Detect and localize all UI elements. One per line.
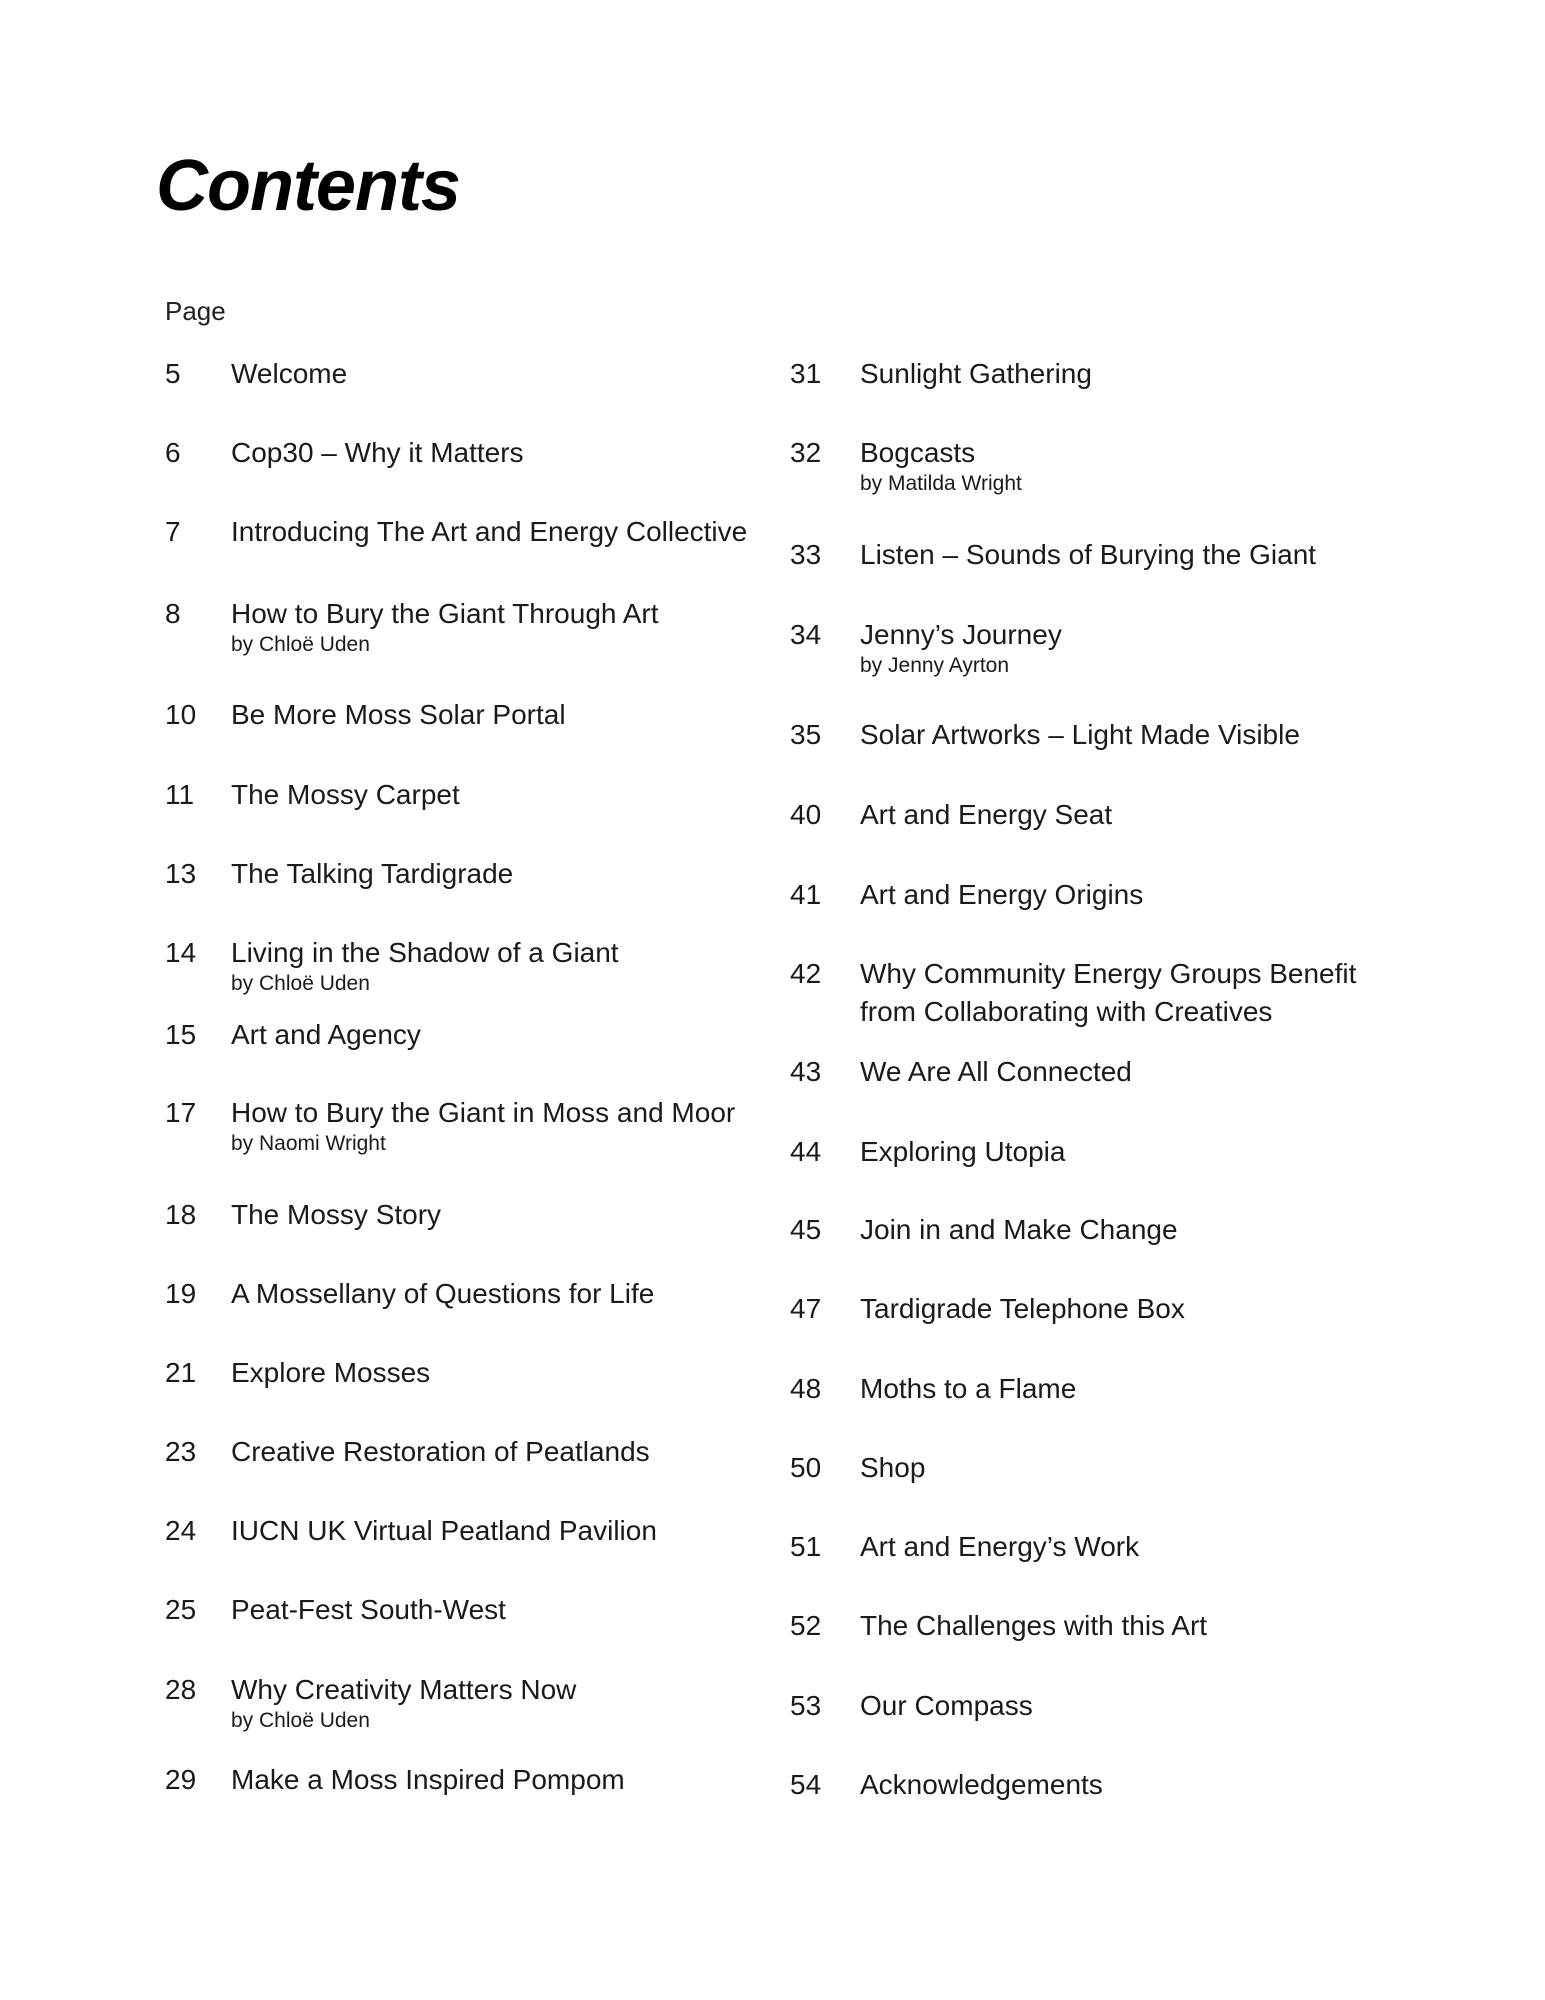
entry-page-number: 43 <box>790 1056 822 1087</box>
entry-page-number: 32 <box>790 437 822 468</box>
entry-page-number: 7 <box>165 516 181 547</box>
entry-title: Bogcasts <box>860 437 976 468</box>
entry-page-number: 6 <box>165 437 181 468</box>
entry-page-number: 10 <box>165 699 197 730</box>
entry-text <box>231 595 751 660</box>
entry-title: Shop <box>860 1452 926 1483</box>
entry-page-number: 50 <box>790 1452 822 1483</box>
entry-title: Why Community Energy Groups Benefit from Collaborating with Creatives <box>860 958 1357 1027</box>
entry-title: Make a Moss Inspired Pompom <box>231 1764 625 1795</box>
entry-text <box>860 1687 1380 1725</box>
entry-text <box>231 1591 751 1629</box>
entry-title: Our Compass <box>860 1690 1033 1721</box>
entry-title: Art and Energy’s Work <box>860 1531 1140 1562</box>
page-column-label: Page <box>165 296 226 326</box>
entry-page-number: 54 <box>790 1769 822 1800</box>
entry-title: Be More Moss Solar Portal <box>231 699 566 730</box>
entry-page-number: 52 <box>790 1610 822 1641</box>
entry-title: Creative Restoration of Peatlands <box>231 1436 650 1467</box>
entry-text <box>860 1528 1380 1566</box>
entry-page-number: 40 <box>790 799 822 830</box>
entry-text <box>860 1449 1380 1487</box>
entry-title: The Mossy Carpet <box>231 779 460 810</box>
entry-title: IUCN UK Virtual Peatland Pavilion <box>231 1515 657 1546</box>
entry-text <box>231 1512 751 1550</box>
entry-title: Acknowledgements <box>860 1769 1103 1800</box>
entry-author: by Chloë Uden <box>231 1709 370 1732</box>
entry-text <box>231 355 751 393</box>
entry-page-number: 25 <box>165 1594 197 1625</box>
entry-text <box>860 1133 1380 1171</box>
entry-page-number: 15 <box>165 1019 197 1050</box>
entry-page-number: 42 <box>790 958 822 989</box>
entry-title: Exploring Utopia <box>860 1136 1066 1167</box>
entry-text <box>860 955 1380 1031</box>
entry-text <box>860 616 1380 681</box>
entry-title: We Are All Connected <box>860 1056 1132 1087</box>
entry-title: Listen – Sounds of Burying the Giant <box>860 539 1317 570</box>
entry-text <box>231 1761 751 1799</box>
entry-text <box>860 1290 1380 1328</box>
entry-title: Peat-Fest South-West <box>231 1594 506 1625</box>
page-title: Contents <box>156 146 460 226</box>
entry-title: How to Bury the Giant in Moss and Moor <box>231 1097 736 1128</box>
entry-text <box>231 1275 751 1313</box>
entry-title: The Talking Tardigrade <box>231 858 514 889</box>
entry-text <box>860 796 1380 834</box>
entry-text <box>860 1370 1380 1408</box>
entry-page-number: 14 <box>165 937 197 968</box>
entry-text <box>860 1211 1380 1249</box>
entry-text <box>231 855 751 893</box>
entry-text <box>231 1196 751 1234</box>
entry-author: by Jenny Ayrton <box>860 654 1010 677</box>
entry-page-number: 48 <box>790 1373 822 1404</box>
entry-text <box>860 716 1380 754</box>
entry-text <box>231 1433 751 1471</box>
entry-page-number: 24 <box>165 1515 197 1546</box>
entry-page-number: 5 <box>165 358 181 389</box>
entry-text <box>231 696 751 734</box>
entry-page-number: 18 <box>165 1199 197 1230</box>
entry-title: Join in and Make Change <box>860 1214 1178 1245</box>
entry-page-number: 8 <box>165 598 181 629</box>
entry-text <box>860 1053 1380 1091</box>
entry-title: Cop30 – Why it Matters <box>231 437 524 468</box>
entry-page-number: 31 <box>790 358 822 389</box>
entry-title: Jenny’s Journey <box>860 619 1062 650</box>
entry-page-number: 21 <box>165 1357 197 1388</box>
entry-page-number: 34 <box>790 619 822 650</box>
entry-author: by Matilda Wright <box>860 472 1022 495</box>
entry-text <box>231 513 751 551</box>
entry-page-number: 19 <box>165 1278 197 1309</box>
entry-page-number: 11 <box>165 779 195 810</box>
entry-text <box>231 1354 751 1392</box>
entry-title: Art and Agency <box>231 1019 421 1050</box>
entry-title: Sunlight Gathering <box>860 358 1092 389</box>
entry-text <box>231 1016 751 1054</box>
entry-title: Solar Artworks – Light Made Visible <box>860 719 1300 750</box>
entry-text <box>860 876 1380 914</box>
entry-page-number: 13 <box>165 858 197 889</box>
entry-text <box>231 1671 751 1736</box>
entry-title: The Mossy Story <box>231 1199 442 1230</box>
entry-title: Introducing The Art and Energy Collective <box>231 516 748 547</box>
entry-title: Welcome <box>231 358 348 389</box>
entry-page-number: 23 <box>165 1436 197 1467</box>
entry-page-number: 51 <box>790 1531 822 1562</box>
entry-title: Moths to a Flame <box>860 1373 1077 1404</box>
entry-title: Art and Energy Origins <box>860 879 1144 910</box>
entry-page-number: 47 <box>790 1293 822 1324</box>
entry-author: by Chloë Uden <box>231 972 370 995</box>
entry-text <box>860 536 1380 574</box>
entry-title: Living in the Shadow of a Giant <box>231 937 619 968</box>
entry-page-number: 33 <box>790 539 822 570</box>
entry-page-number: 35 <box>790 719 822 750</box>
entry-title: Art and Energy Seat <box>860 799 1113 830</box>
entry-page-number: 44 <box>790 1136 822 1167</box>
entry-text <box>860 355 1380 393</box>
entry-title: How to Bury the Giant Through Art <box>231 598 659 629</box>
entry-title: The Challenges with this Art <box>860 1610 1208 1641</box>
entry-text <box>860 1766 1380 1804</box>
entry-page-number: 53 <box>790 1690 822 1721</box>
entry-title: Tardigrade Telephone Box <box>860 1293 1185 1324</box>
entry-title: Why Creativity Matters Now <box>231 1674 577 1705</box>
entry-title: Explore Mosses <box>231 1357 431 1388</box>
entry-text <box>231 776 751 814</box>
entry-author: by Chloë Uden <box>231 633 370 656</box>
entry-page-number: 45 <box>790 1214 822 1245</box>
entry-author: by Naomi Wright <box>231 1132 386 1155</box>
entry-text <box>860 1607 1380 1645</box>
entry-page-number: 41 <box>790 879 822 910</box>
entry-page-number: 28 <box>165 1674 197 1705</box>
entry-title: A Mossellany of Questions for Life <box>231 1278 655 1309</box>
entry-text <box>231 934 751 999</box>
entry-page-number: 29 <box>165 1764 197 1795</box>
entry-text <box>231 1094 751 1159</box>
entry-text <box>231 434 751 472</box>
entry-page-number: 17 <box>165 1097 197 1128</box>
entry-text <box>860 434 1380 499</box>
